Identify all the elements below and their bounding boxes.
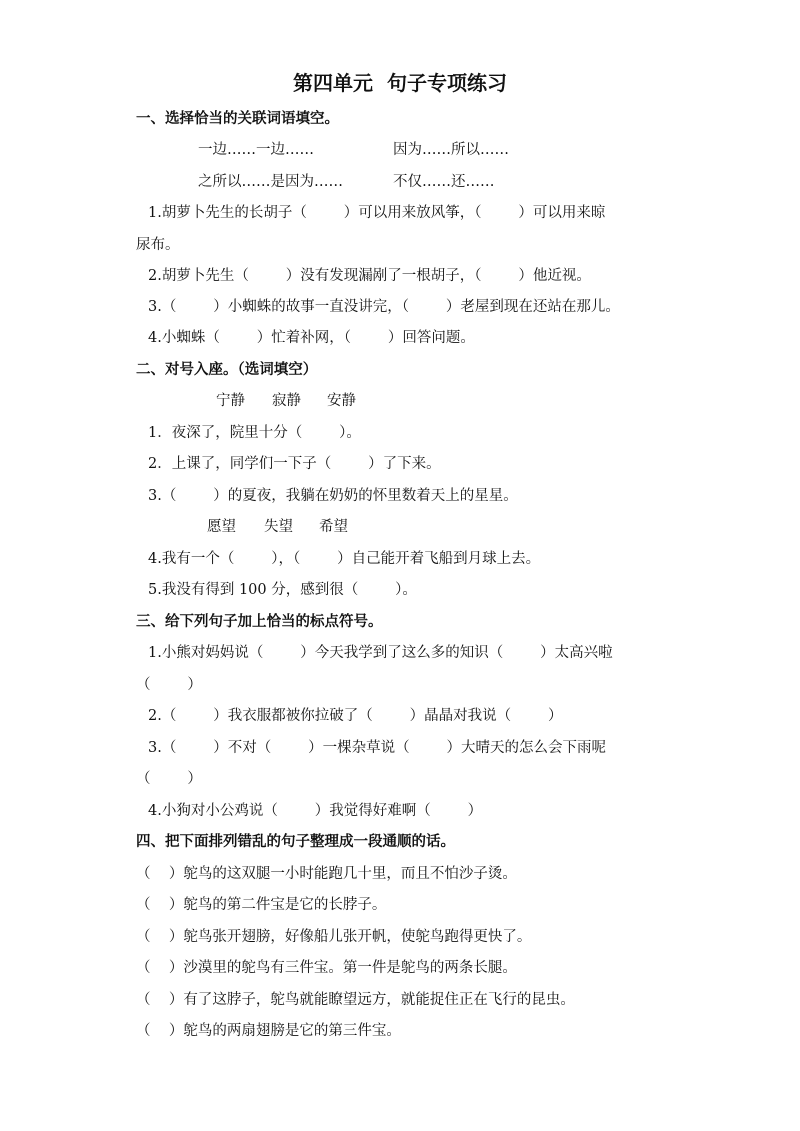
s2-word-2: 寂静: [272, 393, 301, 409]
s1-question-1-line1: 1.胡萝卜先生的长胡子（ ）可以用来放风筝，（ ）可以用来晾: [148, 205, 606, 221]
s1-question-3: 3.（ ）小蜘蛛的故事一直没讲完，（ ）老屋到现在还站在那儿。: [148, 299, 620, 315]
s2-question-2: 2．上课了，同学们一下子（ ）了下来。: [148, 456, 441, 472]
s2-question-1: 1．夜深了，院里十分（ ）。: [148, 425, 361, 441]
section3-heading: 三、给下列句子加上恰当的标点符号。: [136, 614, 383, 630]
s2-word-5: 失望: [264, 519, 293, 535]
section4-heading: 四、把下面排列错乱的句子整理成一段通顺的话。: [136, 834, 455, 850]
word-choice-3: 之所以……是因为……: [198, 174, 343, 190]
s1-question-2: 2.胡萝卜先生（ ）没有发现漏剐了一根胡子，（ ）他近视。: [148, 268, 591, 284]
word-choice-2: 因为……所以……: [393, 142, 509, 158]
s3-question-1-line2: （ ）: [136, 677, 202, 693]
s2-word-6: 希望: [319, 519, 348, 535]
s3-question-2: 2.（ ）我衣服都被你拉破了（ ）晶晶对我说（ ）: [148, 708, 563, 724]
s1-question-4: 4.小蜘蛛（ ）忙着补网，（ ）回答问题。: [148, 330, 475, 346]
s3-question-3-line2: （ ）: [136, 771, 202, 787]
s1-question-1-line2: 尿布。: [136, 237, 180, 253]
s4-sentence-1: （ ）鸵鸟的这双腿一小时能跑几十里，而且不怕沙子烫。: [136, 866, 517, 882]
s2-word-1: 宁静: [216, 393, 245, 409]
s3-question-1-line1: 1.小熊对妈妈说（ ）今天我学到了这么多的知识（ ）太高兴啦: [148, 645, 613, 661]
s4-sentence-2: （ ）鸵鸟的第二件宝是它的长脖子。: [136, 897, 387, 913]
s2-question-5: 5.我没有得到 100 分，感到很（ ）。: [148, 582, 417, 598]
s2-word-3: 安静: [327, 393, 356, 409]
s3-question-3-line1: 3.（ ）不对（ ）一棵杂草说（ ）大晴天的怎么会下雨呢: [148, 740, 606, 756]
s4-sentence-5: （ ）有了这脖子，鸵鸟就能瞭望远方，就能捉住正在飞行的昆虫。: [136, 992, 575, 1008]
section2-heading: 二、对号入座。（选词填空）: [136, 362, 318, 378]
s4-sentence-3: （ ）鸵鸟张开翅膀，好像船儿张开帆，使鸵鸟跑得更快了。: [136, 929, 532, 945]
page-title: 第四单元 句子专项练习: [293, 71, 507, 95]
word-choice-1: 一边……一边……: [198, 142, 314, 158]
s2-word-4: 愿望: [207, 519, 236, 535]
section1-heading: 一、选择恰当的关联词语填空。: [136, 111, 339, 127]
word-choice-4: 不仅……还……: [393, 174, 495, 190]
s2-question-3: 3.（ ）的夏夜，我躺在奶奶的怀里数着天上的星星。: [148, 488, 518, 504]
s3-question-4: 4.小狗对小公鸡说（ ）我觉得好难啊（ ）: [148, 803, 483, 819]
s2-question-4: 4.我有一个（ ），（ ）自己能开着飞船到月球上去。: [148, 551, 541, 567]
s4-sentence-6: （ ）鸵鸟的两扇翅膀是它的第三件宝。: [136, 1023, 401, 1039]
s4-sentence-4: （ ）沙漠里的鸵鸟有三件宝。第一件是鸵鸟的两条长腿。: [136, 960, 517, 976]
